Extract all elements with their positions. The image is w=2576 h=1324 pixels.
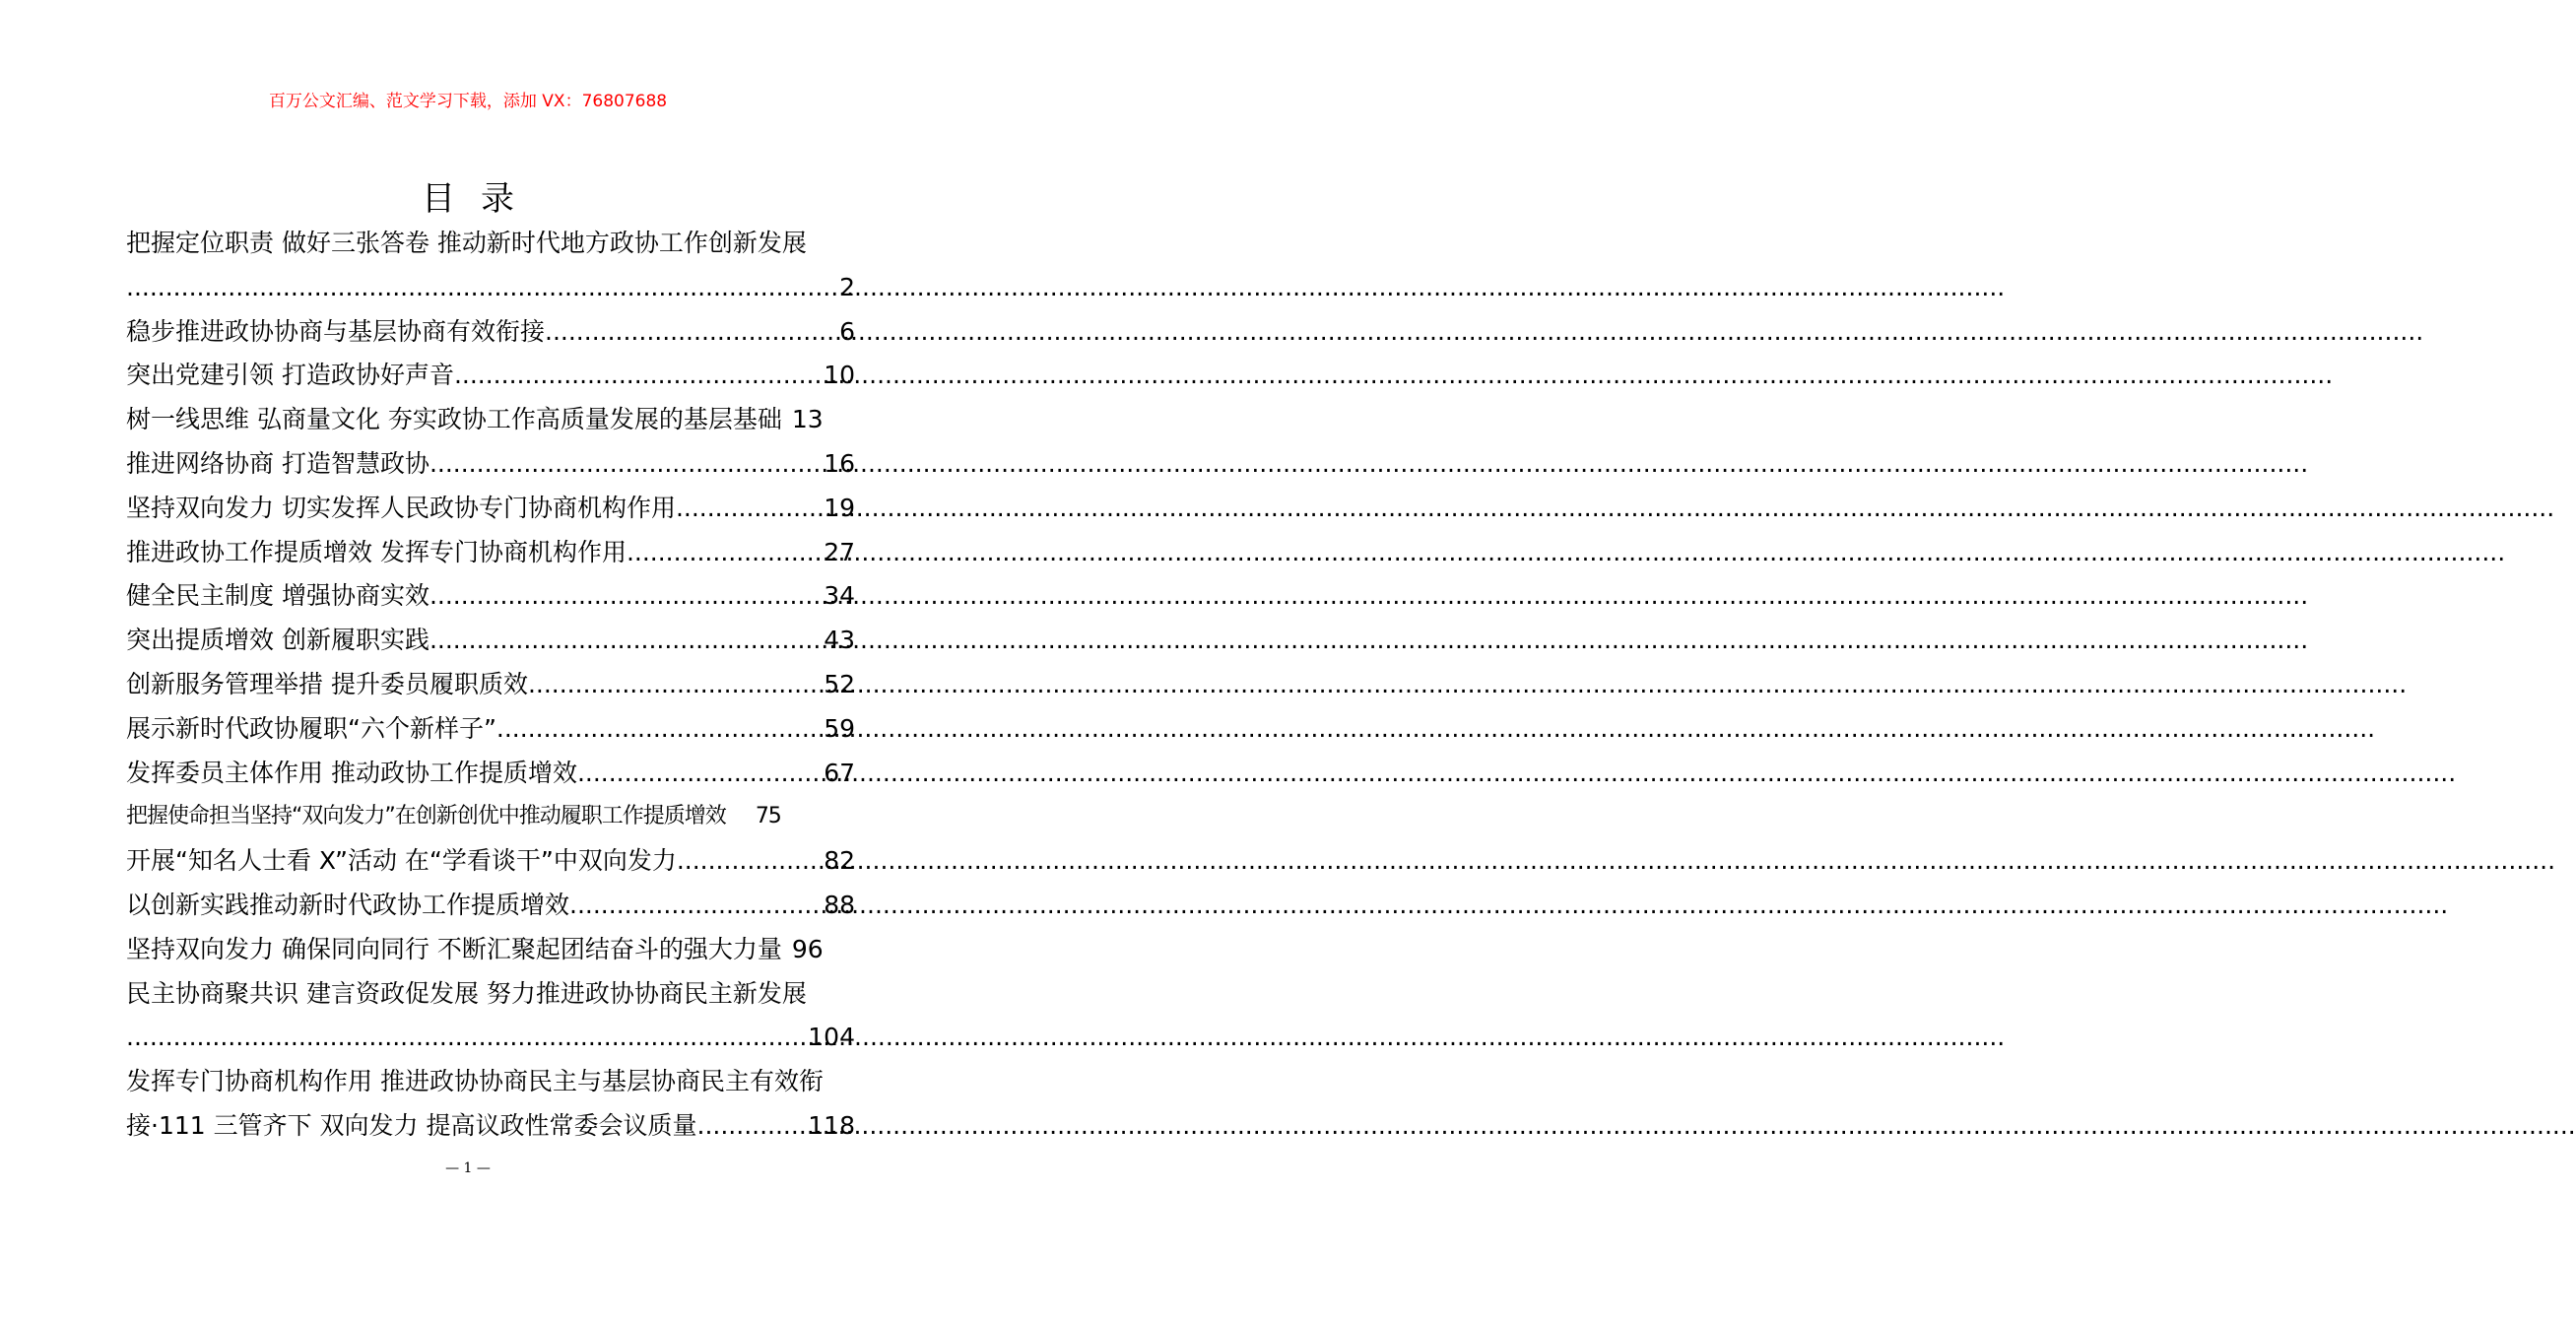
toc-entry-title: 民主协商聚共识 建言资政促发展 努力推进政协协商民主新发展 [126,978,807,1008]
toc-entry-page: 52 [824,669,855,698]
toc-entry-title: 发挥委员主体作用 推动政协工作提质增效 [126,758,577,787]
toc-leader-dots [429,619,822,663]
toc-entry-continuation[interactable] [126,1016,855,1060]
toc-entry-page: 104 [808,1023,855,1052]
toc-entry-title: 接·111 三管齐下 双向发力 提高议政性常委会议质量 [126,1110,697,1140]
toc-entry-page: 118 [808,1110,855,1140]
toc-entry[interactable] [126,531,855,575]
toc-entry-title: 突出党建引领 打造政协好声音 [126,361,454,390]
toc-leader-dots [454,354,822,398]
toc-entry-title: 把握定位职责 做好三张答卷 推动新时代地方政协工作创新发展 [126,229,807,257]
toc-entry[interactable] [126,222,855,266]
toc-entry-title: 开展“知名人士看 X”活动 在“学看谈干”中双向发力 [126,846,677,876]
toc-entry[interactable] [126,354,855,398]
toc-leader-dots [429,574,822,619]
toc-entry-page: 6 [839,316,855,346]
toc-entry-page: 13 [791,405,824,434]
toc-entry-title: 以创新实践推动新时代政协工作提质增效 [126,890,570,919]
toc-leader-dots [676,487,822,531]
toc-leader-dots [627,531,822,575]
toc-entry-title: 展示新时代政协履职“六个新样子” [126,713,496,743]
toc-entry-page: 34 [824,581,855,611]
toc-entry-page: 2 [839,272,855,301]
toc-entry[interactable] [126,310,855,355]
toc-entry-page: 19 [824,493,855,522]
toc-leader-dots [569,884,822,928]
toc-entry-title: 健全民主制度 增强协商实效 [126,581,429,611]
toc-entry-page: 96 [791,934,824,963]
toc-entry-page: 27 [824,537,855,566]
toc-entry[interactable] [126,839,855,884]
toc-leader-dots [496,707,822,752]
toc-entry-title: 突出提质增效 创新履职实践 [126,626,429,655]
toc-entry[interactable] [126,1060,855,1104]
toc-entry[interactable] [126,707,855,752]
toc-entry-title: 坚持双向发力 确保同向同行 不断汇聚起团结奋斗的强大力量 [126,934,782,963]
toc-leader-dots [677,839,822,884]
page-title: 目录 [422,179,540,219]
toc-entry-title: 发挥专门协商机构作用 推进政协协商民主与基层协商民主有效衔 [126,1067,824,1096]
toc-entry-page: 59 [824,713,855,743]
toc-entry-title: 树一线思维 弘商量文化 夯实政协工作高质量发展的基层基础 [126,405,782,434]
toc-entry[interactable] [126,663,855,707]
toc-entry-page: 82 [824,846,855,876]
toc-leader-dots [126,266,837,310]
table-of-contents [126,222,855,1149]
toc-entry[interactable] [126,398,855,442]
toc-entry[interactable] [126,442,855,487]
toc-leader-dots [429,442,822,487]
toc-entry[interactable] [126,795,855,839]
toc-entry-page: 10 [824,361,855,390]
toc-entry-continuation[interactable] [126,1104,855,1149]
toc-entry[interactable] [126,884,855,928]
toc-entry[interactable] [126,972,855,1017]
toc-entry-title: 坚持双向发力 切实发挥人民政协专门协商机构作用 [126,493,676,522]
toc-entry[interactable] [126,487,855,531]
toc-entry[interactable] [126,752,855,796]
toc-leader-dots [126,1016,806,1060]
toc-entry[interactable] [126,619,855,663]
page-number: — 1 — [445,1160,491,1176]
toc-entry[interactable] [126,928,855,972]
toc-leader-dots [577,752,822,796]
toc-leader-dots [697,1104,807,1149]
toc-entry-title: 推进政协工作提质增效 发挥专门协商机构作用 [126,537,627,566]
toc-entry-page: 43 [824,626,855,655]
toc-entry-title: 把握使命担当坚持“双向发力”在创新创优中推动履职工作提质增效 [126,804,726,829]
toc-leader-dots [528,663,822,707]
toc-entry-page: 75 [755,804,781,829]
toc-entry-title: 稳步推进政协协商与基层协商有效衔接 [126,316,546,346]
toc-leader-dots [545,310,837,355]
toc-entry[interactable] [126,574,855,619]
toc-entry-page: 67 [824,758,855,787]
toc-entry-page: 16 [824,448,855,478]
toc-entry-title: 创新服务管理举措 提升委员履职质效 [126,669,528,698]
toc-entry-page: 88 [824,890,855,919]
toc-entry-continuation[interactable] [126,266,855,310]
header-note: 百万公文汇编、范文学习下载，添加 VX：76807688 [268,92,668,111]
toc-entry-title: 推进网络协商 打造智慧政协 [126,448,429,478]
